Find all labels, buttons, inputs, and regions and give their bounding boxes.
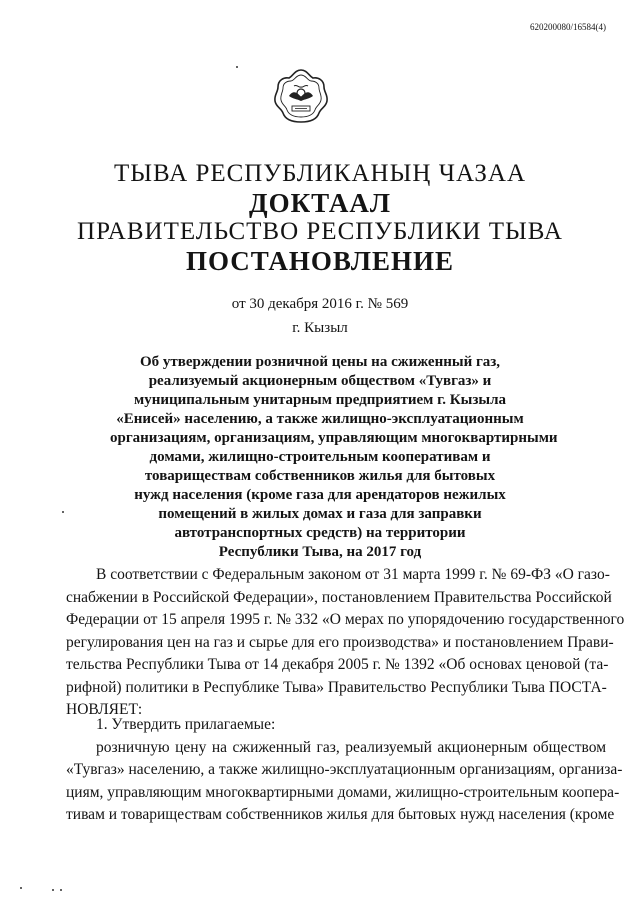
body-line: тельства Республики Тыва от 14 декабря 2005 г. № 1392 «Об основах ценовой (та- [66,656,609,673]
body-line: НОВЛЯЕТ: [66,701,143,718]
scan-speck [60,889,62,891]
title-line: автотранспортных средств) на территории [174,525,466,541]
title-line: нужд населения (кроме газа для арендаторов нежилых [134,487,506,503]
body-line: рифной) политики в Республике Тыва» Правительство Республики Тыва ПОСТА- [66,678,607,696]
title-line: Республики Тыва, на 2017 год [218,544,422,560]
body-line: снабжении в Российской Федерации», постановлением Правительства Российской [66,588,612,606]
title-line: Об утверждении розничной цены на сжиженный газ, [139,354,501,370]
scan-speck [236,66,238,68]
scan-speck [52,889,54,891]
body-line: В соответствии с Федеральным законом от 31 марта 1999 г. № 69-ФЗ «О газо- [96,566,610,583]
clause-1-paragraph [66,714,623,827]
body-line: регулирования цен на газ и сырье для его производства» и постановлением Прави- [66,633,614,651]
preamble-paragraph [66,564,625,722]
body-line: «Тувгаз» населению, а также жилищно-эксплуатационным организациям, организа- [66,761,623,778]
body-line: розничную цену на сжиженный газ, реализуемый акционерным обществом [96,738,606,756]
title-line: реализуемый акционерным обществом «Тувгаз» и [148,373,492,389]
document-id: 620200080/16584(4) [530,22,606,32]
title-line: товариществам собственников жилья для бытовых [144,468,496,484]
body-line: тивам и товариществам собственников жилья для бытовых нужд населения (кроме [66,806,615,823]
title-line: муниципальным унитарным предприятием г. Кызыла [133,392,506,408]
header-tuvan-resolution: ДОКТААЛ [249,188,391,218]
document-city: г. Кызыл [292,320,348,336]
title-line: помещений в жилых домах и газа для заправки [158,506,482,522]
document-title [110,353,558,562]
coat-of-arms-icon [272,66,330,126]
title-line: «Енисей» населению, а также жилищно-эксплуатационным [116,411,524,427]
title-line: организациям, организациям, управляющим многоквартирными [110,430,558,446]
header-russian-government: ПРАВИТЕЛЬСТВО РЕСПУБЛИКИ ТЫВА [77,218,563,245]
document-date-number: от 30 декабря 2016 г. № 569 [231,296,409,312]
header-russian-resolution: ПОСТАНОВЛЕНИЕ [185,246,455,276]
scan-speck [20,887,22,889]
clause-heading: 1. Утвердить прилагаемые: [96,716,276,733]
body-line: Федерации от 15 апреля 1995 г. № 332 «О мерах по упорядочению государственного [66,611,625,628]
header-tuvan-government: ТЫВА РЕСПУБЛИКАНЫҢ ЧАЗАА [113,160,527,187]
title-line: домами, жилищно-строительным кооперативам и [149,449,491,465]
body-line: циям, управляющим многоквартирными домами, жилищно-строительным коопера- [66,783,620,801]
scan-speck [62,511,64,513]
